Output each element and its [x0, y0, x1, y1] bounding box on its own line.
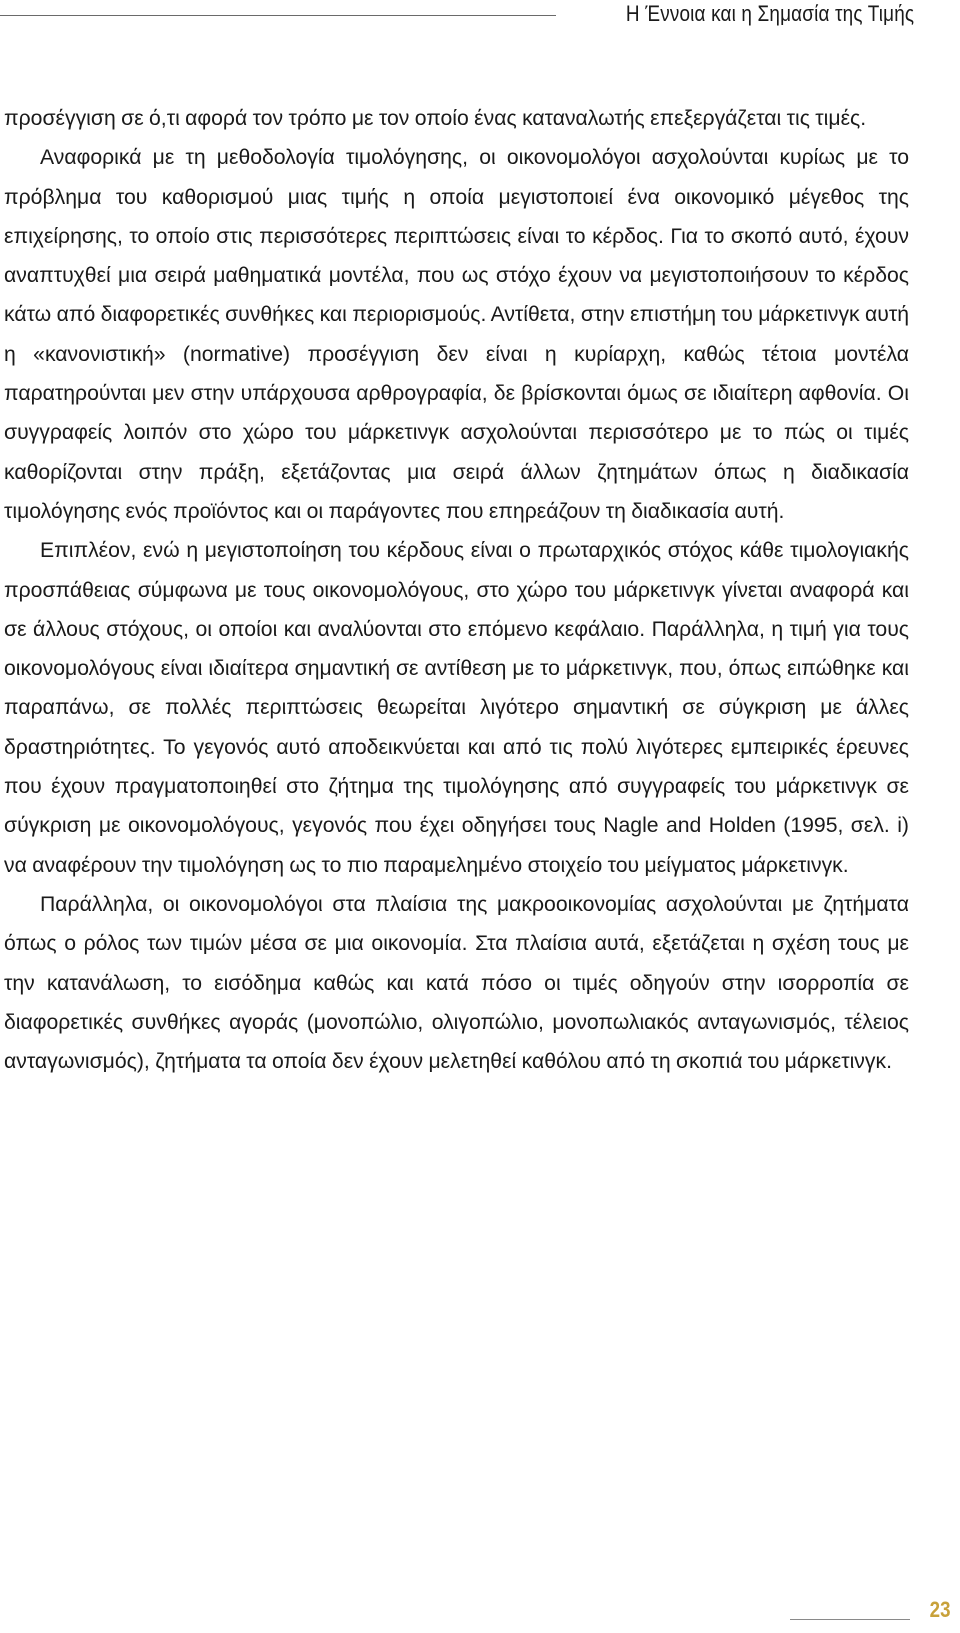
running-header [0, 0, 960, 40]
body-text [4, 99, 909, 1081]
page-number: 23 [929, 1597, 950, 1622]
running-title: Η Έννοια και η Σημασία της Τιμής [625, 1, 914, 26]
paragraph-continuation: προσέγγιση σε ό,τι αφορά τον τρόπο με τον οποίο ένας καταναλωτής επεξεργάζεται τις τιμές. [4, 107, 867, 130]
paragraph-methodology: Αναφορικά με τη μεθοδολογία τιμολόγησης, οι οικονομολόγοι ασχολούνται κυρίως με το πρόβλημα του καθορισμού μιας τιμής η οποία μεγιστοποιεί ένα οικονομικό μέγεθος της επιχείρησης, το οποίο στις περισσότερες περιπτώσεις είναι το κέρδος. Για το σκοπό αυτό, έχουν αναπτυχθεί μια σειρά μαθηματικά μοντέλα, που ως στόχο έχουν να μεγιστοποιήσουν το κέρδος κάτω από διαφορετικές συνθήκες και περιορισμούς. Αντίθετα, στην επιστήμη του μάρκετινγκ αυτή η «κανονιστική» (normative) προσέγγιση δεν είναι η κυρίαρχη, καθώς τέτοια μοντέλα παρατηρούνται μεν στην υπάρχουσα αρθρογραφία, δε βρίσκονται όμως σε ιδιαίτερη αφθονία. Οι συγγραφείς λοιπόν στο χώρο του μάρκετινγκ ασχολούνται περισσότερο με το πώς οι τιμές καθορίζονται στην πράξη, εξετάζοντας μια σειρά άλλων ζητημάτων όπως η διαδικασία τιμολόγησης ενός προϊόντος και οι παράγοντες που επηρεάζουν τη διαδικασία αυτή. [4, 146, 910, 523]
header-rule [0, 15, 556, 16]
footer-rule [790, 1619, 910, 1620]
paragraph-macroeconomics: Παράλληλα, οι οικονομολόγοι στα πλαίσια της μακροοικονομίας ασχολούνται με ζητήματα όπως ο ρόλος των τιμών μέσα σε μια οικονομία. Στα πλαίσια αυτά, εξετάζεται η σχέση τους με την κατανάλωση, το εισόδημα καθώς και κατά πόσο οι τιμές οδηγούν στην ισορροπία σε διαφορετικές συνθήκες αγοράς (μονοπώλιο, ολιγοπώλιο, μονοπωλιακός ανταγωνισμός, τέλειος ανταγωνισμός), ζητήματα τα οποία δεν έχουν μελετηθεί καθόλου από τη σκοπιά του μάρκετινγκ. [4, 892, 909, 1074]
paragraph-profit-maximization: Επιπλέον, ενώ η μεγιστοποίηση του κέρδους είναι ο πρωταρχικός στόχος κάθε τιμολογιακής προσπάθειας σύμφωνα με τους οικονομολόγους, στο χώρο του μάρκετινγκ γίνεται αναφορά και σε άλλους στόχους, οι οποίοι και αναλύονται στο επόμενο κεφάλαιο. Παράλληλα, η τιμή για τους οικονομολόγους είναι ιδιαίτερα σημαντική σε αντίθεση με το μάρκετινγκ, που, όπως ειπώθηκε και παραπάνω, σε πολλές περιπτώσεις θεωρείται λιγότερο σημαντική σε σύγκριση με άλλες δραστηριότητες. Το γεγονός αυτό αποδεικνύεται και από τις πολύ λιγότερες εμπειρικές έρευνες που έχουν πραγματοποιηθεί στο ζήτημα της τιμολόγησης από συγγραφείς του μάρκετινγκ σε σύγκριση με οικονομολόγους, γεγονός που έχει οδηγήσει τους Nagle and Holden (1995, σελ. i) να αναφέρουν την τιμολόγηση ως το πιο παραμελημένο στοιχείο του μείγματος μάρκετινγκ. [4, 539, 909, 877]
